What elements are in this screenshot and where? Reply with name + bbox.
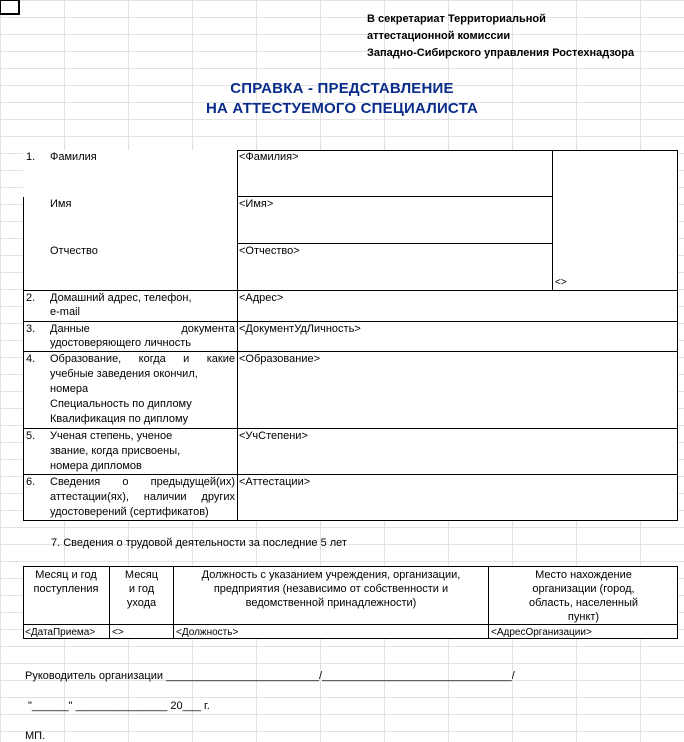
row-1-number: 1. (26, 151, 36, 163)
attestation-label-1: Сведения о предыдущей(их) (50, 476, 235, 488)
attestation-value[interactable]: <Аттестации> (239, 476, 311, 488)
position-value[interactable]: <Должность> (176, 627, 239, 638)
row-4-number: 4. (26, 353, 36, 365)
org-address-value[interactable]: <АдресОрганизации> (491, 627, 592, 638)
education-label-1: Образование, когда и какие (50, 353, 235, 365)
row-6-number: 6. (26, 476, 36, 488)
education-label-2: учебные заведения окончил, (50, 368, 198, 380)
name-label: Имя (50, 198, 72, 210)
row-5-number: 5. (26, 430, 36, 442)
id-document-label-2: удостоверяющего личность (50, 337, 191, 349)
col-position-header: Должность с указанием учреждения, организации, предприятия (независимо от собственности и ведомственной принадлежности) (201, 569, 461, 609)
date-line: "______" _______________ 20___ г. (28, 700, 210, 712)
education-label-5: Квалификация по диплому (50, 413, 189, 425)
col-location-header: Место нахождение организации (город, область, населенный пункт) (528, 569, 639, 623)
stamp-place-label: МП. (25, 730, 46, 742)
education-label-3: номера (50, 383, 89, 395)
leave-date-value[interactable]: <> (112, 627, 124, 638)
addressee-line-1: В секретариат Территориальной (367, 13, 546, 25)
col-leave-date-header: Месяц и год ухода (124, 569, 159, 609)
name-value[interactable]: <Имя> (239, 198, 274, 210)
patronymic-value[interactable]: <Отчество> (239, 245, 300, 257)
education-label-4: Специальность по диплому (50, 398, 192, 410)
degree-label-2: звание, когда присвоены, (50, 445, 181, 457)
address-label: Домашний адрес, телефон, (50, 292, 192, 304)
col-hire-date-header: Месяц и год поступления (33, 569, 99, 595)
work-history-table (23, 566, 678, 639)
id-document-value[interactable]: <ДокументУдЛичность> (239, 323, 361, 335)
education-value[interactable]: <Образование> (239, 353, 321, 365)
degree-value[interactable]: <УчСтепени> (239, 430, 308, 442)
patronymic-label: Отчество (50, 245, 98, 257)
degree-label-3: номера дипломов (50, 460, 142, 472)
row-2-number: 2. (26, 292, 36, 304)
photo-box (552, 150, 678, 291)
address-value[interactable]: <Адрес> (239, 292, 284, 304)
director-signature-line: Руководитель организации _________________________/_______________________________/ (25, 670, 515, 682)
hire-date-value[interactable]: <ДатаПриема> (25, 627, 96, 638)
id-document-label: Данные документа (50, 323, 235, 335)
degree-label-1: Ученая степень, ученое (50, 430, 173, 442)
addressee-line-2: аттестационной комиссии (367, 30, 511, 42)
work-history-title: 7. Сведения о трудовой деятельности за последние 5 лет (51, 537, 347, 549)
cell-cursor (0, 0, 20, 15)
surname-value[interactable]: <Фамилия> (239, 151, 299, 163)
addressee-line-3: Западно-Сибирского управления Ростехнадзора (367, 47, 635, 59)
attestation-label-2: аттестации(ях), наличии других (50, 491, 235, 503)
doc-title-line-2: НА АТТЕСТУЕМОГО СПЕЦИАЛИСТА (205, 100, 479, 117)
surname-label: Фамилия (50, 151, 97, 163)
row-3-number: 3. (26, 323, 36, 335)
attestation-label-3: удостоверений (сертификатов) (50, 506, 209, 518)
address-label-2: e-mail (50, 306, 80, 318)
doc-title-line-1: СПРАВКА - ПРЕДСТАВЛЕНИЕ (230, 80, 454, 97)
photo-placeholder[interactable]: <> (555, 277, 567, 288)
